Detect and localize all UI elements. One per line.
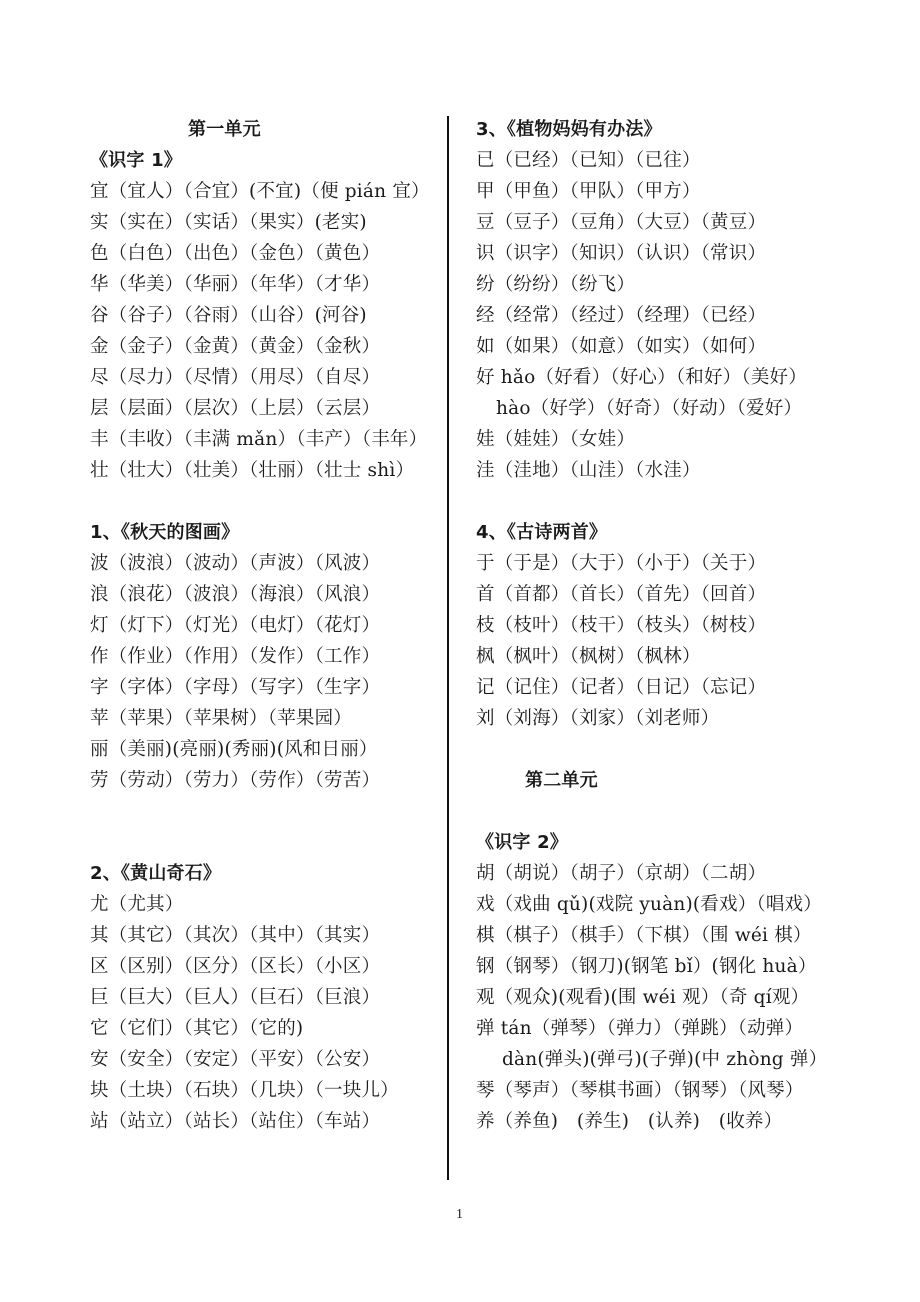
page-number: 1 xyxy=(456,1207,463,1222)
vocab-line: 其（其它）（其次）（其中）（其实） xyxy=(90,925,381,946)
vocab-line: 它（它们）（其它）（它的) xyxy=(90,1018,304,1039)
vocab-line: 浪（浪花）（波浪）（海浪）（风浪） xyxy=(90,584,381,605)
left-column xyxy=(90,114,440,1137)
vocab-line: 洼（洼地）（山洼）（水洼） xyxy=(476,460,701,481)
spacer xyxy=(476,734,856,765)
vocab-line: dàn(弹头)(弹弓)(子弹)(中 zhòng 弹） xyxy=(502,1049,828,1070)
vocab-line: 谷（谷子）（谷雨）（山谷）(河谷) xyxy=(90,305,367,326)
vocab-line: 钢（钢琴）（钢刀)(钢笔 bǐ）(钢化 huà） xyxy=(476,956,817,977)
vocab-line: 丰（丰收）（丰满 mǎn）（丰产）（丰年） xyxy=(90,429,428,450)
vocab-line: 层（层面）（层次）（上层）（云层） xyxy=(90,398,381,419)
vocab-line: 波（波浪）（波动）（声波）（风波） xyxy=(90,553,381,574)
unit-title: 第二单元 xyxy=(525,770,598,791)
vocab-line: 华（华美）（华丽）（年华）（才华） xyxy=(90,274,381,295)
vocab-line: 养（养鱼) (养生) (认养) (收养） xyxy=(476,1111,783,1132)
vocab-line: 经（经常）（经过）（经理）（已经） xyxy=(476,305,767,326)
vocab-line: 枝（枝叶）（枝干）（枝头）（树枝） xyxy=(476,615,767,636)
spacer xyxy=(476,796,856,827)
vocab-line: 实（实在）（实话）（果实）(老实) xyxy=(90,212,367,233)
vocab-line: 识（识字）（知识）（认识）（常识） xyxy=(476,243,767,264)
vocab-line: 豆（豆子）（豆角）（大豆）（黄豆） xyxy=(476,212,767,233)
vocab-line: 纷（纷纷）（纷飞） xyxy=(476,274,636,295)
vocab-line: 色（白色）（出色）（金色）（黄色） xyxy=(90,243,381,264)
vocab-line: 巨（巨大）（巨人）（巨石）（巨浪） xyxy=(90,987,381,1008)
vocab-line: 金（金子）（金黄）（黄金）（金秋） xyxy=(90,336,381,357)
vocab-line: 壮（壮大）（壮美）（壮丽）（壮士 shì） xyxy=(90,460,415,481)
vocab-line: 劳（劳动）（劳力）（劳作）（劳苦） xyxy=(90,770,381,791)
vocab-line: 已（已经）（已知）（已往） xyxy=(476,150,701,171)
spacer xyxy=(476,486,856,517)
vocab-line: 于（于是）（大于）（小于）（关于） xyxy=(476,553,767,574)
vocab-line: 字（字体）（字母）（写字）（生字） xyxy=(90,677,381,698)
vocab-line: 好 hǎo（好看）（好心）（和好）（美好） xyxy=(476,367,807,388)
lesson-title: 《识字 2》 xyxy=(476,832,568,853)
vocab-line: 枫（枫叶）（枫树）（枫林） xyxy=(476,646,701,667)
vocab-line: 尤（尤其） xyxy=(90,894,184,915)
vocab-line: 宜（宜人）（合宜）(不宜)（便 pián 宜） xyxy=(90,181,430,202)
lesson-title: 1、《秋天的图画》 xyxy=(90,522,240,543)
spacer xyxy=(90,486,440,517)
vocab-line: 刘（刘海）（刘家）（刘老师） xyxy=(476,708,720,729)
lesson-title: 4、《古诗两首》 xyxy=(476,522,608,543)
vocab-line: 安（安全）（安定）（平安）（公安） xyxy=(90,1049,381,1070)
vocab-line: 灯（灯下）（灯光）（电灯）（花灯） xyxy=(90,615,381,636)
vocab-line: 区（区别）（区分）（区长）（小区） xyxy=(90,956,381,977)
vocab-line: 苹（苹果）（苹果树）（苹果园） xyxy=(90,708,353,729)
vocab-line: 作（作业）（作用）（发作）（工作） xyxy=(90,646,381,667)
vocab-line: 尽（尽力）（尽情）（用尽）（自尽） xyxy=(90,367,381,388)
lesson-title: 3、《植物妈妈有办法》 xyxy=(476,119,662,140)
lesson-title: 《识字 1》 xyxy=(90,150,182,171)
spacer xyxy=(90,827,440,858)
unit-title: 第一单元 xyxy=(188,119,261,140)
vocab-line: 块（土块）（石块）（几块）（一块儿） xyxy=(90,1080,399,1101)
vocab-line: 观（观众)(观看)(围 wéi 观）（奇 qí观） xyxy=(476,987,810,1008)
vocab-line: 弹 tán（弹琴）（弹力）（弹跳）（动弹） xyxy=(476,1018,804,1039)
vocab-line: 记（记住）（记者）（日记）（忘记） xyxy=(476,677,767,698)
vocab-line: 甲（甲鱼）（甲队）（甲方） xyxy=(476,181,701,202)
vocab-line: 丽（美丽)(亮丽)(秀丽)(风和日丽） xyxy=(90,739,378,760)
vocab-line: hào（好学）（好奇）（好动）（爱好） xyxy=(496,398,803,419)
vocab-line: 站（站立）（站长）（站住）（车站） xyxy=(90,1111,381,1132)
vocab-line: 棋（棋子）（棋手）（下棋）（围 wéi 棋） xyxy=(476,925,812,946)
right-column xyxy=(476,114,856,1137)
vocab-line: 琴（琴声）（琴棋书画）（钢琴）（风琴） xyxy=(476,1080,804,1101)
vocab-line: 如（如果）（如意）（如实）（如何） xyxy=(476,336,767,357)
column-divider xyxy=(447,116,449,1180)
vocab-line: 首（首都）（首长）（首先）（回首） xyxy=(476,584,767,605)
lesson-title: 2、《黄山奇石》 xyxy=(90,863,222,884)
vocab-line: 娃（娃娃）（女娃） xyxy=(476,429,636,450)
vocab-line: 胡（胡说）（胡子）（京胡）（二胡） xyxy=(476,863,767,884)
vocab-line: 戏（戏曲 qǔ)(戏院 yuàn)(看戏）（唱戏） xyxy=(476,894,822,915)
spacer xyxy=(90,796,440,827)
